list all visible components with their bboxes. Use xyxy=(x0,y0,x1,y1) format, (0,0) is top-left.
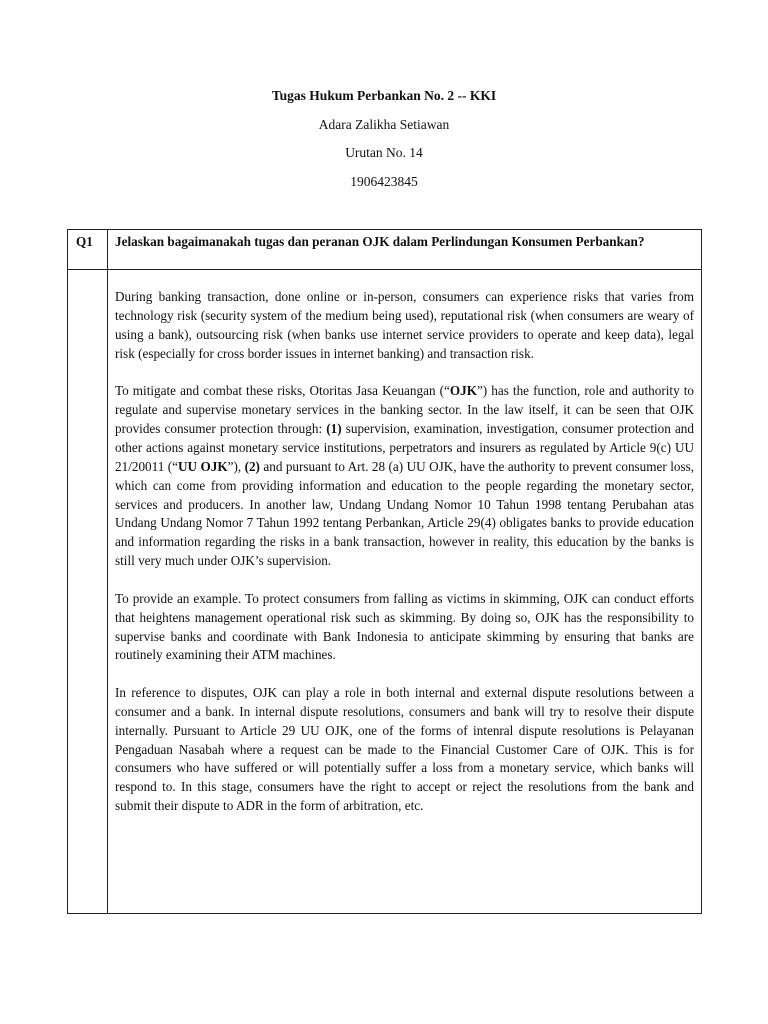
p2-text-4: ”), xyxy=(227,458,245,474)
order-number: Urutan No. 14 xyxy=(345,145,423,160)
answer-number-cell xyxy=(68,270,108,914)
student-name: Adara Zalikha Setiawan xyxy=(318,116,450,132)
answer-cell xyxy=(108,270,702,914)
answer-paragraph-4: In reference to disputes, OJK can play a role in both internal and external dispute resolutions between a consumer and a bank. In internal dispute resolutions, consumers and bank will try to resolve their dispute internally. Pursuant to Article 29 UU OJK, one of the forms of intenral dispute resolutions is Pelayanan Pengaduan Nasabah where a request can be made to the Financial Customer Care of OJK. This is for consumers who have suffered or will potentially suffer a loss from a monetary service, which banks will respond to. In this stage, consumers have the right to accept or reject the resolutions from the bank and submit their dispute to ADR in the form of arbitration, etc. xyxy=(115,684,694,814)
answer-paragraph-3: To provide an example. To protect consumers from falling as victims in skimming, OJK can conduct efforts that heightens management operational risk such as skimming. By doing so, OJK has the responsibility to supervise banks and coordinate with Bank Indonesia to anticipate skimming by ensuring that banks are routinely examining their ATM machines. xyxy=(115,590,694,663)
document-header xyxy=(0,86,768,200)
p2-bold-uu-ojk: UU OJK xyxy=(178,458,228,474)
question-number: Q1 xyxy=(68,230,108,270)
qa-table xyxy=(67,229,702,914)
p2-bold-ojk: OJK xyxy=(449,383,477,399)
p2-text-1: To mitigate and combat these risks, Otoritas Jasa Keuangan (“ xyxy=(115,383,450,399)
answer-row xyxy=(68,270,702,914)
document-title: Tugas Hukum Perbankan No. 2 -- KKI xyxy=(271,88,497,103)
question-text: Jelaskan bagaimanakah tugas dan peranan OJK dalam Perlindungan Konsumen Perbankan? xyxy=(108,230,702,270)
p2-bold-2: (2) xyxy=(244,458,260,474)
p2-text-2: ”) has the function, role and authority to regulate and supervise monetary services in the banking sector. In the law itself, it can be seen that OJK provides consumer protection through: xyxy=(115,383,694,436)
student-id: 1906423845 xyxy=(350,173,418,189)
question-row xyxy=(68,230,702,270)
answer-paragraph-2 xyxy=(115,382,694,571)
p2-text-5: and pursuant to Art. 28 (a) UU OJK, have the authority to prevent consumer loss, which can come from providing information and education to the people regarding the monetary sector, services and producers. In another law, Undang Undang Nomor 10 Tahun 1998 tentang Perubahan atas Undang Undang Nomor 7 Tahun 1992 tentang Perbankan, Article 29(4) obligates banks to provide education and information regarding the risks in a bank transaction, however in reality, this education by the banks is still very much under OJK’s supervision. xyxy=(115,458,695,569)
p2-text-3: supervision, examination, investigation, consumer protection and other actions against monetary service institutions, perpetrators and insurers as regulated by Article 9(c) UU 21/20011 (“ xyxy=(115,420,694,474)
answer-paragraph-1: During banking transaction, done online or in-person, consumers can experience risks that varies from technology risk (security system of the medium being used), reputational risk (when consumers are weary of using a bank), outsourcing risk (when banks use internet service providers to operate and keep data), legal risk (especially for cross border issues in internet banking) and transaction risk. xyxy=(115,289,694,361)
p2-bold-1: (1) xyxy=(326,420,342,436)
